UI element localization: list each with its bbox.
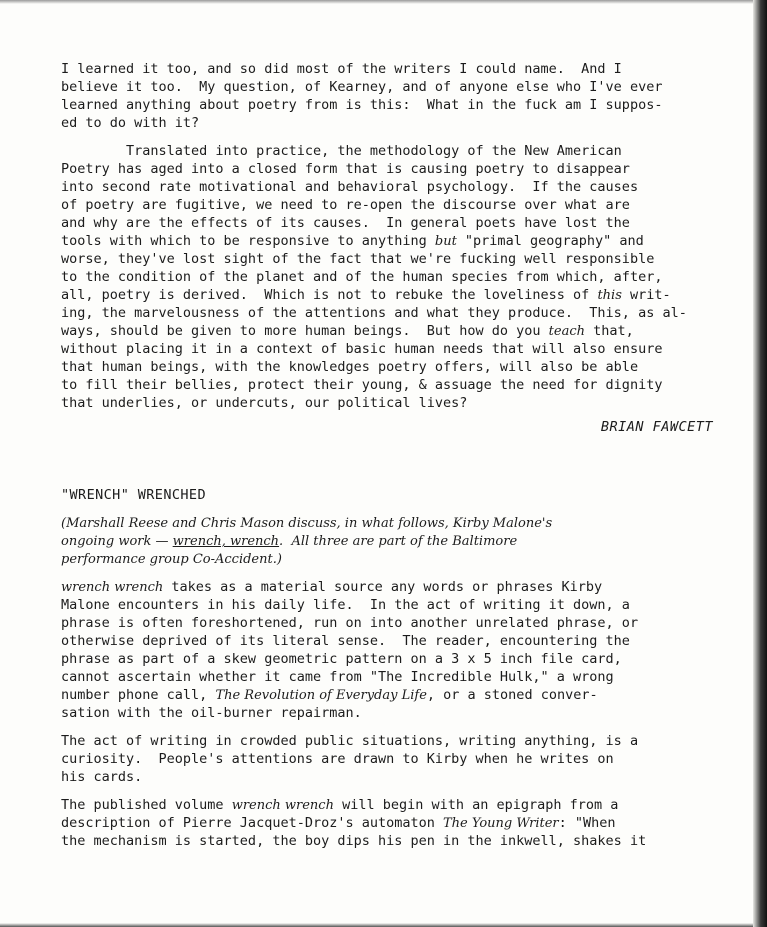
text-span: will begin with an epigraph from a bbox=[333, 797, 619, 813]
text-span: writ- bbox=[621, 287, 671, 303]
text-span: , or a stoned conver- bbox=[426, 687, 598, 703]
text-line bbox=[61, 514, 731, 532]
text-line: that human beings, with the knowledges poetry offers, will also be able bbox=[61, 359, 639, 375]
text-line bbox=[61, 578, 731, 596]
text-line: The act of writing in crowded public situations, writing anything, is a bbox=[61, 733, 639, 749]
text-line: and why are the effects of its causes. In general poets have lost the bbox=[61, 215, 630, 231]
text-span: ways, should be given to more human beings. But how do you bbox=[61, 323, 549, 339]
emphasis: but bbox=[434, 234, 457, 249]
paragraph-2 bbox=[61, 142, 731, 412]
text-line: ing, the marvelousness of the attentions and what they produce. This, as al- bbox=[61, 305, 687, 321]
text-line: Translated into practice, the methodology of the New American bbox=[61, 143, 622, 159]
text-span: takes as a material source any words or phrases Kirby bbox=[163, 579, 603, 595]
section-heading: "WRENCH" WRENCHED bbox=[61, 487, 206, 503]
text-line: sation with the oil-burner repairman. bbox=[61, 705, 362, 721]
text-line: I learned it too, and so did most of the writers I could name. And I bbox=[61, 61, 622, 77]
emphasis: wrench wrench bbox=[231, 798, 334, 813]
text-line: without placing it in a context of basic human needs that will also ensure bbox=[61, 341, 663, 357]
text-line bbox=[61, 322, 731, 340]
text-line: learned anything about poetry from is this: What in the fuck am I suppos- bbox=[61, 97, 663, 113]
text-line bbox=[61, 686, 731, 704]
text-line: phrase is often foreshortened, run on into another unrelated phrase, or bbox=[61, 615, 639, 631]
paragraph-5 bbox=[61, 796, 731, 850]
text-line bbox=[61, 232, 731, 250]
emphasis: wrench wrench bbox=[61, 580, 164, 595]
text-line: into second rate motivational and behavioral psychology. If the causes bbox=[61, 179, 639, 195]
text-span: that, bbox=[585, 323, 634, 339]
emphasis: this bbox=[597, 288, 622, 303]
text-span: tools with which to be responsive to anything bbox=[61, 233, 435, 249]
emphasis: teach bbox=[548, 324, 585, 339]
emphasis bbox=[173, 534, 279, 549]
text-line: curiosity. People's attentions are drawn to Kirby when he writes on bbox=[61, 751, 614, 767]
text-line: the mechanism is started, the boy dips his pen in the inkwell, shakes it bbox=[61, 833, 647, 849]
text-line: to the condition of the planet and of the human species from which, after, bbox=[61, 269, 663, 285]
text-span: : "When bbox=[558, 815, 616, 831]
text-line: his cards. bbox=[61, 769, 143, 785]
text-line: believe it too. My question, of Kearney, and of anyone else who I've ever bbox=[61, 79, 663, 95]
emphasis: ongoing work — bbox=[61, 534, 173, 549]
text-line bbox=[61, 796, 731, 814]
paragraph-1 bbox=[61, 60, 731, 132]
text-line: of poetry are fugitive, we need to re-open the discourse over what are bbox=[61, 197, 630, 213]
text-line: cannot ascertain whether it came from "The Incredible Hulk," a wrong bbox=[61, 669, 614, 685]
page-binding-edge bbox=[753, 0, 767, 927]
text-line: otherwise deprived of its literal sense. The reader, encountering the bbox=[61, 633, 630, 649]
text-line: Malone encounters in his daily life. In the act of writing it down, a bbox=[61, 597, 630, 613]
emphasis: performance group Co-Accident.) bbox=[61, 552, 282, 567]
text-span: all, poetry is derived. Which is not to rebuke the loveliness of bbox=[61, 287, 598, 303]
author-signature: BRIAN FAWCETT bbox=[600, 419, 713, 435]
text-span: number phone call, bbox=[61, 687, 216, 703]
underlined-title: wrench, wrench bbox=[172, 534, 280, 549]
emphasis: . All three are part of the Baltimore bbox=[279, 534, 518, 549]
text-span: "primal geography" and bbox=[456, 233, 644, 249]
text-line: ed to do with it? bbox=[61, 115, 200, 131]
text-line: Poetry has aged into a closed form that is causing poetry to disappear bbox=[61, 161, 630, 177]
text-span: The published volume bbox=[61, 797, 232, 813]
emphasis: The Young Writer bbox=[443, 816, 559, 831]
page-bottom-edge bbox=[0, 923, 767, 927]
intro-note bbox=[61, 514, 731, 568]
page-top-edge bbox=[0, 0, 767, 4]
text-line: phrase as part of a skew geometric pattern on a 3 x 5 inch file card, bbox=[61, 651, 622, 667]
emphasis: (Marshall Reese and Chris Mason discuss, in what follows, Kirby Malone's bbox=[61, 516, 553, 531]
emphasis: The Revolution of Everyday Life bbox=[215, 688, 427, 703]
document-body bbox=[61, 60, 731, 850]
text-line: that underlies, or undercuts, our political lives? bbox=[61, 395, 468, 411]
text-line bbox=[61, 286, 731, 304]
text-span: description of Pierre Jacquet-Droz's automaton bbox=[61, 815, 444, 831]
text-line: worse, they've lost sight of the fact that we're fucking well responsible bbox=[61, 251, 655, 267]
text-line bbox=[61, 532, 731, 550]
text-line bbox=[61, 814, 731, 832]
text-line: to fill their bellies, protect their young, & assuage the need for dignity bbox=[61, 377, 663, 393]
text-line bbox=[61, 550, 731, 568]
paragraph-3 bbox=[61, 578, 731, 722]
paragraph-4 bbox=[61, 732, 731, 786]
